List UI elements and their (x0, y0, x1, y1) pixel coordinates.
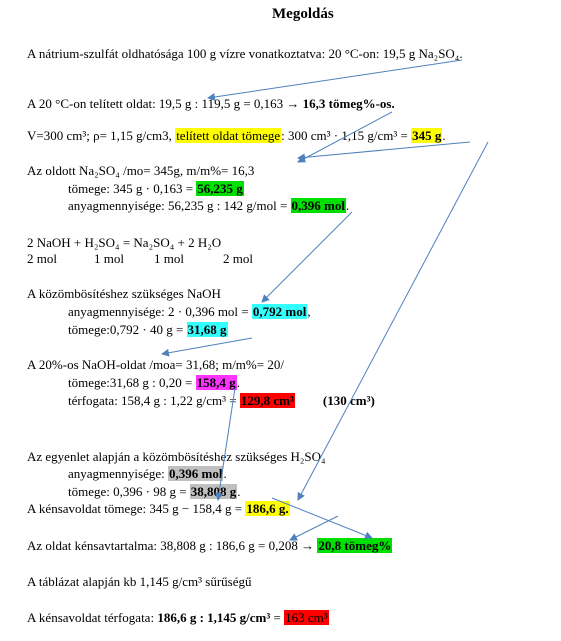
mass-percent-result: 16,3 tömeg%-os. (302, 96, 395, 111)
solution-mass-label: telített oldat tömege (176, 128, 281, 143)
density-text: A táblázat alapján kb 1,145 g/cm³ sűrűségű (27, 574, 252, 589)
acid-volume-label: A kénsavoldat térfogata: (27, 610, 158, 625)
arrow-naoh-mass-to-naoh-solution (162, 338, 252, 354)
salt-amount-result: 0,396 mol (291, 198, 345, 213)
solubility-line (27, 46, 463, 62)
solution-mass-result: 345 g (412, 128, 442, 143)
comma: , (307, 304, 311, 319)
saturated-solution-line (27, 96, 395, 112)
naoh-amount-result: 0,792 mol (252, 304, 307, 319)
acid-mass-result: 38,808 g (190, 484, 237, 499)
arrow-solution-mass-to-dissolved (298, 142, 470, 158)
naoh-heading (27, 286, 221, 302)
solution-mass-line (27, 128, 446, 144)
saturated-solution-text: A 20 °C-on telített oldat: 19,5 g : 119,5 g = 0,163 → (27, 96, 303, 111)
acid-volume-result: 163 cm³ (285, 610, 328, 625)
acid-mass-line (68, 484, 241, 500)
naoh-solution-mass-result: 158,4 g (196, 375, 236, 390)
acid-volume-calc: 186,6 g : 1,145 g/cm³ (157, 610, 271, 625)
arrow-salt-amount-to-naoh (262, 212, 352, 302)
dissolved-salt-line (27, 163, 254, 179)
solubility-text: A nátrium-szulfát oldhatósága 100 g vízre vonatkoztatva: 20 °C-on: 19,5 g Na₂SO₄. (27, 46, 463, 61)
rounded-volume: (130 cm³) (322, 393, 375, 408)
naoh-mass-result: 31,68 g (187, 322, 227, 337)
acid-content-calc: Az oldat kénsavtartalma: 38,808 g : 186,6 g = 0,208 → (27, 538, 318, 553)
density-line (27, 574, 251, 590)
dissolved-salt-text: Az oldott Na₂SO₄ /mo= 345g, m/m%= 16,3 (27, 163, 255, 178)
salt-amount-line (68, 198, 349, 214)
naoh-solution-mass-line (68, 375, 240, 391)
naoh-solution-mass-calc: tömege:31,68 g : 0,20 = (68, 375, 196, 390)
document-title: Megoldás (272, 6, 334, 22)
arrow-solubility-to-saturated (208, 60, 462, 98)
period: . (237, 484, 241, 499)
naoh-solution-line (27, 357, 284, 373)
solution-mass-calc: : 300 cm³ · 1,15 g/cm³ = (281, 128, 412, 143)
h2o-mol: 2 mol (223, 251, 253, 266)
acid-mass-calc: tömege: 0,396 · 98 g = (68, 484, 190, 499)
salt-mass-calc: tömege: 345 g · 0,163 = (68, 181, 197, 196)
period: . (442, 128, 446, 143)
naoh-amount-line (68, 304, 311, 320)
h2so4-mol: 1 mol (94, 251, 124, 266)
period: . (223, 466, 227, 481)
reaction-equation-text: 2 NaOH + H₂SO₄ = Na₂SO₄ + 2 H₂O (27, 235, 222, 250)
acid-amount-label: anyagmennyisége: (68, 466, 168, 481)
salt-amount-calc: anyagmennyisége: 56,235 g : 142 g/mol = (68, 198, 291, 213)
naoh-heading-text: A közömbösítéshez szükséges NaOH (27, 286, 221, 301)
naoh-mass-calc: tömege:0,792 · 40 g = (68, 322, 187, 337)
acid-volume-line (27, 610, 329, 626)
naoh-solution-volume-line (68, 393, 375, 409)
equals: = (270, 610, 285, 625)
naoh-solution-text: A 20%-os NaOH-oldat /moa= 31,68; m/m%= 20/ (27, 357, 284, 372)
acid-heading-text: Az egyenlet alapján a közömbösítéshez szükséges H₂SO₄ (27, 449, 326, 464)
naoh-mol: 2 mol (27, 251, 57, 266)
acid-amount-result: 0,396 mol (169, 466, 223, 481)
salt-mass-result: 56,235 g (197, 181, 243, 196)
reaction-equation (27, 235, 221, 251)
acid-content-line (27, 538, 392, 554)
acid-solution-mass-line (27, 501, 290, 517)
naoh-solution-volume-result: 129,8 cm³ (240, 393, 294, 408)
arrow-acid-solution-to-acid-content (290, 516, 338, 540)
na2so4-mol: 1 mol (154, 251, 184, 266)
naoh-solution-volume-calc: térfogata: 158,4 g : 1,22 g/cm³ = (68, 393, 240, 408)
salt-mass-line (68, 181, 244, 197)
acid-amount-line (68, 466, 227, 482)
acid-solution-mass-calc: A kénsavoldat tömege: 345 g − 158,4 g = (27, 501, 246, 516)
volume-density-text: V=300 cm³; ρ= 1,15 g/cm3, (27, 128, 176, 143)
period: . (236, 375, 240, 390)
acid-heading (27, 449, 326, 465)
arrow-solution-mass-to-acid-solution (298, 142, 488, 500)
naoh-amount-calc: anyagmennyisége: 2 · 0,396 mol = (68, 304, 252, 319)
period: . (345, 198, 350, 213)
naoh-mass-line (68, 322, 228, 338)
acid-solution-mass-result: 186,6 g. (246, 501, 289, 516)
acid-content-result: 20,8 tömeg% (318, 538, 392, 553)
